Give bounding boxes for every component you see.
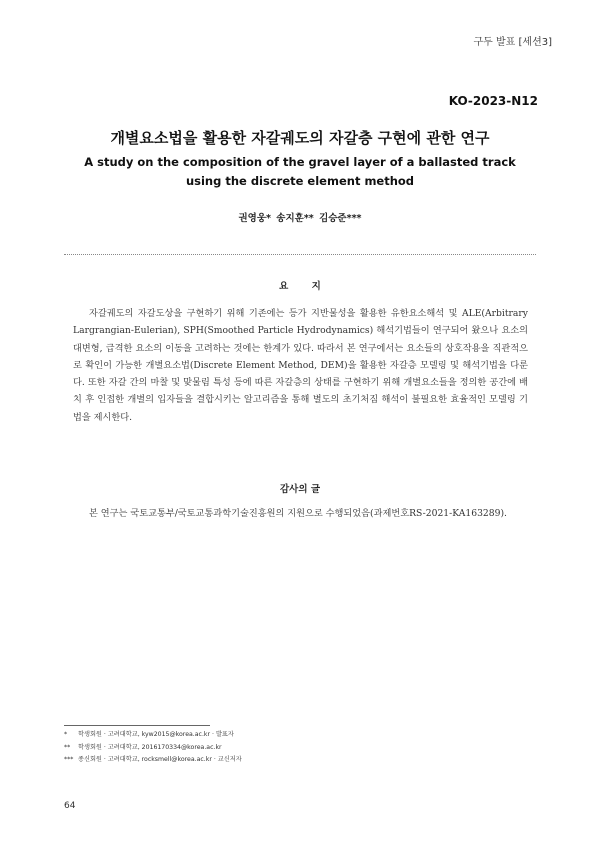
footnote-1 <box>64 729 242 742</box>
acknowledgment-heading: 감사의 글 <box>279 484 320 495</box>
page-number: 64 <box>64 801 76 811</box>
footnotes <box>64 729 242 767</box>
footnote-mark: * <box>64 731 68 738</box>
footnote-text: 학생회원 · 고려대학교, 2016170334@korea.ac.kr <box>78 743 222 751</box>
abstract-body: 자갈궤도의 자갈도상을 구현하기 위해 기존에는 등가 지반물성을 활용한 유한요소해석 및 ALE(Arbitrary Largrangian-Eulerian), SPH(Smoothed Particle Hydrodynamics) 해석기법들이 연구되어 왔으나 요소의 대변형, 급격한 요소의 이동을 고려하는 것에는 한계가 있다. 따라서 본 연구에서는 요소들의 상호작용을 직관적으로 확인이 가능한 개별요소법(Discrete Element Method, DEM)을 활용한 자갈층 모델링 및 해석기법을 다룬다. 또한 자갈 간의 마찰 및 맞물림 특성 등에 따른 자갈층의 상태를 구현하기 위해 개별요소들을 정의한 공간에 배치 후 인접한 개별의 입자들을 결합시키는 알고리즘을 통해 별도의 초기처짐 해석이 불필요한 효율적인 모델링 기법을 제시한다. <box>73 308 528 423</box>
title-korean: 개별요소법을 활용한 자갈궤도의 자갈층 구현에 관한 연구 <box>110 129 490 147</box>
footnote-mark: ** <box>64 743 71 751</box>
title-english: A study on the composition of the gravel layer of a ballasted track using the discrete element method <box>84 155 516 188</box>
paper-id: KO-2023-N12 <box>448 94 538 108</box>
footnote-divider <box>64 725 210 726</box>
footnote-3 <box>64 754 242 767</box>
footnote-text: 학생회원 · 고려대학교, kyw2015@korea.ac.kr · 발표자 <box>78 731 234 738</box>
session-label: 구두 발표 [세션3] <box>473 37 552 48</box>
author-list: 권영웅* 송지훈** 김승준*** <box>238 213 362 224</box>
footnote-2 <box>64 742 242 755</box>
footnote-text: 종신회원 · 고려대학교, rocksmell@korea.ac.kr · 교신저자 <box>78 756 242 763</box>
section-divider <box>64 254 536 255</box>
abstract-heading: 요 지 <box>279 281 331 292</box>
footnote-mark: *** <box>64 756 74 763</box>
acknowledgment-body: 본 연구는 국토교통부/국토교통과학기술진흥원의 지원으로 수행되었음(과제번호RS-2021-KA163289). <box>89 508 507 519</box>
